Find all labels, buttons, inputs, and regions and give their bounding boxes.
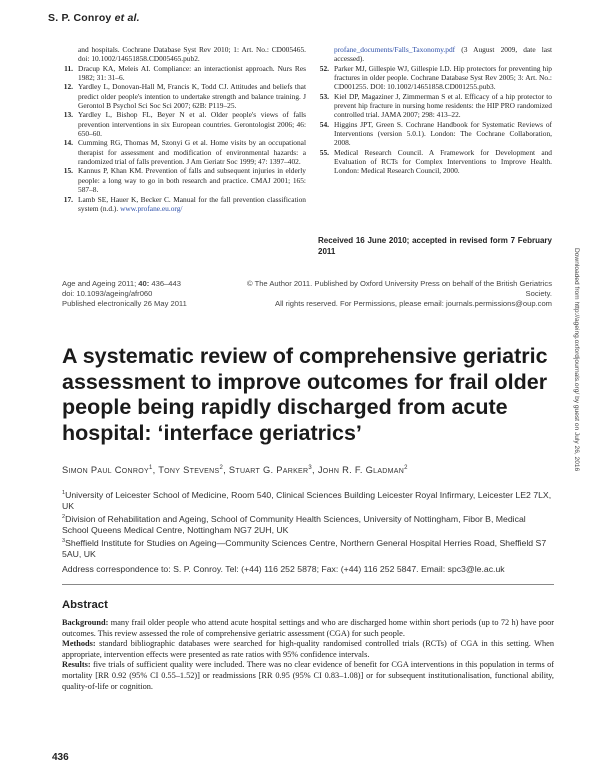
reference-text: Kiel DP, Magaziner J, Zimmerman S et al. Efficacy of a hip protector to prevent hip fracture in nursing home residents: the HIP PRO randomized controlled trial. JAMA 2007; 298: 413–22.: [334, 91, 552, 120]
affiliation-mark: 1: [62, 490, 66, 496]
reference-item: [318, 92, 552, 120]
citation-journal-name: Age and Ageing 2011;: [62, 279, 139, 288]
reference-item: [318, 120, 552, 148]
abstract-heading: Abstract: [62, 599, 108, 611]
abstract-background: [62, 618, 554, 639]
reference-item: [318, 64, 552, 92]
citation-block: [62, 279, 187, 309]
abstract-text: standard bibliographic databases were searched for high-quality randomised controlled trials (RCTs) of CGA in this setting. When appropriate, intervention effects were presented as rate ratios with 95% confidence intervals.: [62, 639, 554, 659]
reference-number: 12.: [63, 82, 73, 92]
reference-text: Parker MJ, Gillespie WJ, Gillespie LD. Hip protectors for preventing hip fractures in older people. Cochrane Database Syst Rev 2005; 3: Art. No.: CD001255. DOI: 10.1002/14651858.CD001255.pub3.: [334, 63, 552, 92]
author-affiliation-mark: 2: [219, 465, 224, 471]
reference-text: Lamb SE, Hauer K, Becker C. Manual for the fall prevention classification system (n.d.).: [78, 194, 306, 213]
affiliation: [62, 536, 554, 560]
reference-item: [62, 110, 306, 138]
copyright-line: © The Author 2011. Published by Oxford University Press on behalf of the British Geriatrics Society.: [247, 279, 552, 298]
reference-text: Yardley L, Bishop FL, Beyer N et al. Older people's views of falls prevention interventions in six European countries. Gerontologist 2006; 46: 650–60.: [78, 110, 306, 139]
author-name: John R. F. Gladman: [317, 465, 405, 476]
affiliation: [62, 488, 554, 512]
reference-text: Higgins JPT, Green S. Cochrane Handbook for Systematic Reviews of Interventions (version 5.0.1). London: The Cochrane Collaboration, 2008.: [334, 119, 552, 148]
reference-text: Dracup KA, Meleis AI. Compliance: an interactionist approach. Nurs Res 1982; 31: 31–6.: [78, 63, 306, 83]
affiliation-text: Division of Rehabilitation and Ageing, School of Community Health Sciences, University of Nottingham, Fibor B, Medical School Queens Medical Centre, Nottingham NG7 2UH, UK: [62, 513, 526, 536]
reference-number: 15.: [63, 166, 73, 176]
reference-item: [62, 64, 306, 83]
reference-number: 13.: [63, 110, 73, 120]
download-watermark: Downloaded from http://ageing.oxfordjournals.org/ by guest on July 26, 2016: [573, 248, 580, 472]
running-head-etal: et al.: [111, 12, 140, 24]
reference-text: (3 August 2009, date last accessed).: [334, 45, 552, 64]
references-right-column: [318, 45, 552, 176]
reference-item: [62, 166, 306, 194]
reference-item: [62, 138, 306, 166]
citation-published: Published electronically 26 May 2011: [62, 299, 187, 308]
affiliation-mark: 2: [62, 514, 66, 520]
copyright-block: [232, 279, 552, 309]
affiliation-text: University of Leicester School of Medicine, Room 540, Clinical Sciences Building Leicester Royal Infirmary, Leicester LE2 7LX, UK: [62, 489, 552, 512]
reference-text: and hospitals. Cochrane Database Syst Rev 2010; 1: Art. No.: CD005465. doi: 10.1002/14651858.CD005465.pub2.: [78, 45, 306, 64]
citation-volume: 40:: [138, 279, 150, 288]
reference-text: Kannus P, Khan KM. Prevention of falls and subsequent injuries in elderly people: a long way to go in both research and practice. CMAJ 2001; 165: 587–8.: [78, 166, 306, 195]
reference-number: 53.: [319, 91, 329, 101]
abstract-label: Methods:: [62, 639, 96, 649]
reference-item: [318, 148, 552, 176]
citation-journal: [62, 279, 187, 289]
reference-number: 52.: [319, 63, 329, 73]
reference-number: 17.: [63, 194, 73, 204]
reference-text: Cumming RG, Thomas M, Szonyi G et al. Home visits by an occupational therapist for assessment and modification of environmental hazards: a randomized trial of falls prevention. J Am Geriatr Soc 1999; 47: 1397–402.: [78, 138, 306, 167]
abstract-results: [62, 660, 554, 692]
reference-number: 11.: [64, 63, 73, 73]
abstract-label: Background:: [62, 618, 109, 627]
reference-item: [62, 45, 306, 64]
reference-text: Medical Research Council. A Framework for Development and Evaluation of RCTs for Complex Interventions to Improve Health. London: Medical Research Council, 2000.: [334, 147, 552, 176]
affiliation-text: Sheffield Institute for Studies on Ageing—Community Sciences Centre, Northern General Hospital Herries Road, Sheffield S7 5AU, UK: [62, 537, 547, 560]
abstract-label: Results:: [62, 660, 91, 670]
correspondence-address: Address correspondence to: S. P. Conroy. Tel: (+44) 116 252 5878; Fax: (+44) 116 252 5847. Email: spc3@le.ac.uk: [62, 564, 505, 574]
author-list: Simon Paul Conroy$^1$, Tony Stevens$^2$, Stuart G. Parker$^3$, John R. F. Gladman$^2$: [62, 465, 408, 476]
reference-link[interactable]: www.profane.eu.org/: [120, 203, 183, 213]
received-accepted-dates: Received 16 June 2010; accepted in revised form 7 February 2011: [318, 236, 552, 256]
reference-link[interactable]: profane_documents/Falls_Taxonomy.pdf: [334, 45, 456, 54]
reference-number: 55.: [319, 147, 329, 157]
affiliation: [62, 512, 554, 536]
author-affiliation-mark: 1: [148, 465, 153, 471]
article-title: A systematic review of comprehensive geriatric assessment to improve outcomes for frail older people being rapidly discharged from acute hospital: ‘interface geriatrics’: [62, 344, 548, 445]
author-affiliation-mark: 3: [308, 465, 313, 471]
abstract-text: many frail older people who attend acute hospital settings and who are discharged home within short periods (up to 72 h) have poor outcomes. This review assessed the role of comprehensive geriatric assessment (CGA) for such people.: [62, 618, 554, 638]
reference-item: [62, 82, 306, 110]
reference-number: 14.: [63, 138, 73, 148]
reference-item: [62, 195, 306, 214]
reference-item: [318, 45, 552, 64]
permissions-line: All rights reserved. For Permissions, please email: journals.permissions@oup.com: [275, 299, 552, 308]
running-head-author: S. P. Conroy: [48, 12, 112, 24]
page-number: 436: [52, 752, 69, 763]
affiliation-mark: 3: [62, 538, 66, 544]
author-affiliation-mark: 2: [404, 465, 408, 471]
reference-number: 54.: [319, 119, 329, 129]
reference-text: Yardley L, Donovan-Hall M, Francis K, Todd CJ. Attitudes and beliefs that predict older people's intention to undertake strength and balance training. J Gerontol B Psychol Sci Soc Sci 2007; 62B: P119–25.: [78, 82, 306, 111]
running-head: [48, 12, 140, 24]
section-divider: [62, 584, 554, 585]
author-name: Simon Paul Conroy: [62, 465, 149, 476]
abstract-body: [62, 618, 554, 692]
abstract-methods: [62, 639, 554, 660]
author-name: Tony Stevens: [158, 465, 220, 476]
author-name: Stuart G. Parker: [228, 465, 309, 476]
citation-doi: doi: 10.1093/ageing/afr060: [62, 289, 153, 298]
citation-pages: 436–443: [149, 279, 181, 288]
abstract-text: five trials of sufficient quality were included. There was no clear evidence of benefit for CGA interventions in this population in terms of mortality [RR 0.92 (95% CI 0.55–1.52)] or readmissions [RR 0.95 (95% CI 0.83–1.08)] or for subsequent institutionalisation, functional ability, quality-of-life or cognition.: [62, 660, 554, 691]
references-left-column: [62, 45, 306, 213]
